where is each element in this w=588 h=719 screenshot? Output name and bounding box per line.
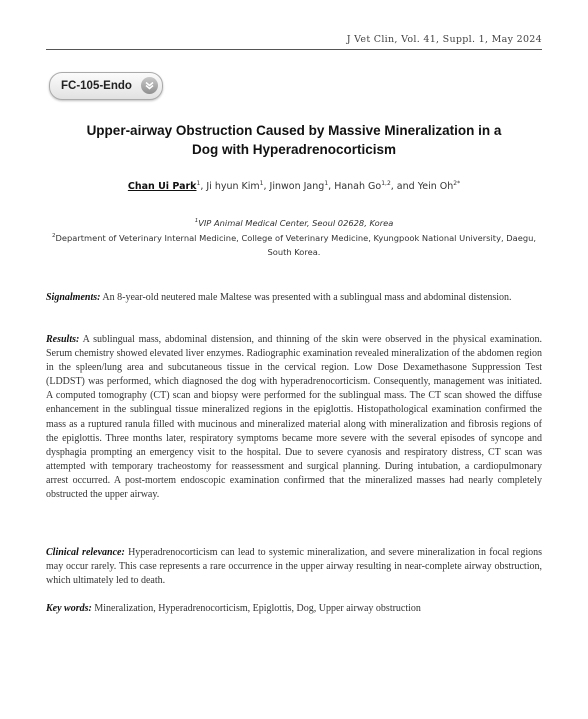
author-affiliation-mark: 1,2: [381, 180, 391, 187]
author-affiliation-mark: 1: [324, 180, 329, 187]
signalments-paragraph: [46, 291, 542, 305]
section-text: An 8-year-old neutered male Maltese was presented with a sublingual mass and abdominal distension.: [100, 292, 512, 303]
affiliation-text: Department of Veterinary Internal Medicine, College of Veterinary Medicine, Kyungpook National University, Daegu, South Korea.: [55, 232, 536, 257]
section-label: Signalments:: [46, 292, 101, 303]
author-affiliation-mark: 2*: [453, 180, 461, 187]
affiliation-1: [46, 214, 542, 230]
affiliation-mark: 2: [52, 233, 56, 239]
clinical-relevance-paragraph: [46, 546, 542, 588]
section-text: Hyperadrenocorticism can lead to systemic mineralization, and severe mineralization in focal regions may occur rarely. This case represents a rare occurrence in the upper airway resulting in near-complete airway obstruction, which ultimately led to death.: [46, 547, 542, 587]
author-name: Ji hyun Kim: [206, 181, 260, 193]
author-list: [46, 180, 542, 192]
chevron-down-icon[interactable]: [141, 77, 158, 94]
title-line-2: Dog with Hyperadrenocorticism: [191, 142, 397, 157]
author-separator: ,: [263, 181, 270, 193]
header-rule: [46, 49, 542, 50]
author-name: Yein Oh: [417, 181, 454, 193]
running-head: J Vet Clin, Vol. 41, Suppl. 1, May 2024: [346, 34, 542, 45]
section-label: Key words:: [46, 603, 92, 614]
abstract-code-label: FC-105-Endo: [61, 80, 132, 92]
section-label: Clinical relevance:: [46, 547, 125, 558]
affiliation-2: [46, 229, 542, 259]
affiliation-mark: 1: [194, 218, 199, 224]
title-line-1: Upper-airway Obstruction Caused by Massive Mineralization in a: [86, 123, 502, 138]
key-words-paragraph: [46, 602, 542, 616]
affiliation-text: VIP Animal Medical Center, Seoul 02628, Korea: [198, 217, 394, 228]
section-text: Mineralization, Hyperadrenocorticism, Epiglottis, Dog, Upper airway obstruction: [91, 603, 421, 614]
article-title: [46, 121, 542, 159]
author-separator: ,: [328, 181, 335, 193]
author-affiliation-mark: 1: [259, 180, 264, 187]
abstract-code-badge[interactable]: [49, 72, 163, 100]
results-paragraph: [46, 333, 542, 502]
author-name: Hanah Go: [334, 181, 382, 193]
author-name: Jinwon Jang: [269, 181, 325, 193]
author-affiliation-mark: 1: [196, 180, 201, 187]
author-separator: , and: [390, 181, 418, 193]
author-separator: ,: [200, 181, 207, 193]
section-label: Results:: [46, 334, 80, 345]
section-text: A sublingual mass, abdominal distension, and thinning of the skin were observed in the physical examination. Serum chemistry showed elevated liver enzymes. Radiographic examination revealed mineralization of the abdomen region in the spleen/lung area and subcutaneous tissue in the cervical region. Low Dose Dexamethasone Suppression Test (LDDST) was performed, which diagnosed the dog with hyperadrenocorticism. Consequently, management was initiated. A computed tomography (CT) scan and biopsy were performed for the sublingual mass. The CT scan showed the diffuse enhancement in the sublingual tissue mineralized regions in the epiglottis. Histopathological examination confirmed the mass as a ruptured ranula filled with mucinous and mineralized material along with mineralization and fibrosis regions of the epiglottis. Three months later, respiratory symptoms became more severe with the several episodes of syncope and dysphagia prompting an emergency visit to the hospital. Due to severe cyanosis and respiratory distress, CT scan was attempted with temporary tracheostomy for reassessment and surgical planning. During intubation, a cardiopulmonary arrest occurred. A post-mortem endoscopic examination confirmed that the mineralized masses had nearly completely obstructed the upper airway.: [46, 334, 542, 501]
author-name: Chan Ui Park: [127, 181, 197, 193]
